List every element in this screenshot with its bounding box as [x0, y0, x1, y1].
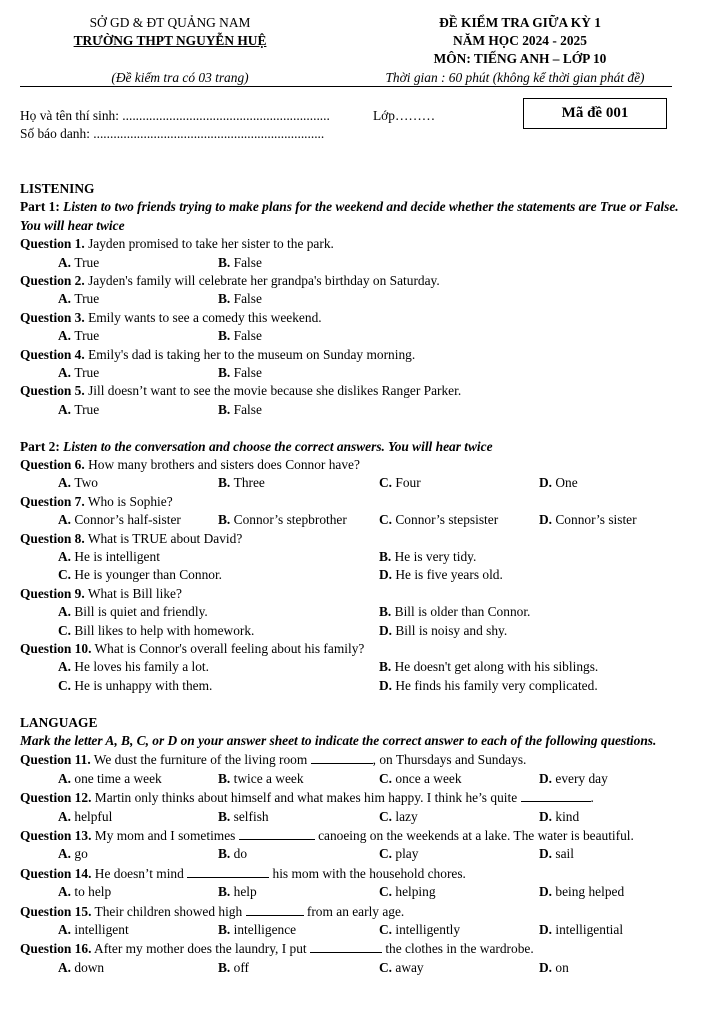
option-b[interactable]: B. He doesn't get along with his siblings. — [379, 659, 599, 675]
section-title-language: LANGUAGE — [20, 714, 98, 730]
options — [20, 808, 702, 826]
option-d[interactable]: D. One — [539, 475, 578, 491]
header-right — [345, 14, 695, 68]
option-d[interactable]: D. being helped — [539, 884, 625, 900]
option-b[interactable]: B. False — [218, 365, 262, 380]
pages-note: (Đề kiểm tra có 03 trang) — [111, 70, 249, 85]
option-d[interactable]: D. He is five years old. — [379, 567, 503, 583]
options — [20, 677, 702, 695]
option-a[interactable]: A. go — [58, 846, 88, 862]
option-d[interactable]: D. Bill is noisy and shy. — [379, 622, 508, 638]
option-b[interactable]: B. Connor’s stepbrother — [218, 512, 347, 528]
student-id-field[interactable]: Số báo danh: ..................................................................... — [20, 126, 325, 141]
options — [20, 845, 702, 863]
answer-blank — [310, 939, 382, 953]
options — [20, 622, 702, 640]
answer-blank — [311, 750, 373, 764]
option-d[interactable]: D. sail — [539, 846, 574, 862]
option-a[interactable]: A. helpful — [58, 808, 113, 824]
answer-blank — [246, 902, 304, 916]
option-c[interactable]: C. He is younger than Connor. — [58, 567, 223, 583]
question: Question 5. Jill doesn’t want to see the movie because she dislikes Ranger Parker. — [20, 383, 462, 399]
option-a[interactable]: A. to help — [58, 884, 112, 900]
option-c[interactable]: C. Connor’s stepsister — [379, 512, 499, 528]
answer-blank — [239, 826, 315, 840]
option-c[interactable]: C. Four — [379, 475, 421, 491]
options — [20, 548, 702, 566]
question: Question 9. What is Bill like? — [20, 585, 182, 601]
options — [20, 290, 702, 308]
option-b[interactable]: B. do — [218, 846, 248, 862]
options — [20, 511, 702, 529]
options — [20, 327, 702, 345]
school-year: NĂM HỌC 2024 - 2025 — [453, 33, 587, 48]
question: Question 14. He doesn’t mind his mom with the household chores. — [20, 865, 466, 881]
student-name-field[interactable]: Họ và tên thí sinh: .............................................................. — [20, 108, 330, 123]
option-b[interactable]: B. False — [218, 401, 262, 417]
option-a[interactable]: A. He is intelligent — [58, 548, 160, 564]
option-a[interactable]: A. Two — [58, 475, 98, 491]
part1-instruction: Part 1: Listen to two friends trying to make plans for the weekend and decide whether the statements are True or False. You will hear twice — [20, 199, 679, 233]
option-b[interactable]: B. help — [218, 884, 257, 900]
exam-code-box: Mã đề 001 — [523, 98, 667, 129]
question: Question 8. What is TRUE about David? — [20, 530, 243, 546]
options — [20, 254, 702, 272]
department-name: SỞ GD & ĐT QUẢNG NAM — [89, 15, 251, 30]
options — [20, 364, 702, 382]
header-divider — [20, 86, 672, 87]
school-name: TRƯỜNG THPT NGUYỄN HUỆ — [73, 33, 267, 48]
option-d[interactable]: D. Connor’s sister — [539, 512, 637, 528]
option-b[interactable]: B. False — [218, 254, 262, 270]
section-title-listening: LISTENING — [20, 181, 95, 196]
options — [20, 401, 702, 419]
part2-instruction: Part 2: Listen to the conversation and choose the correct answers. You will hear twice — [20, 438, 493, 454]
option-a[interactable]: A. intelligent — [58, 921, 129, 937]
options — [20, 959, 702, 977]
option-a[interactable]: A. True — [58, 254, 100, 270]
option-d[interactable]: D. He finds his family very complicated. — [379, 677, 598, 693]
exam-title: ĐỀ KIỂM TRA GIỮA KỲ 1 — [439, 15, 601, 30]
option-b[interactable]: B. intelligence — [218, 921, 297, 937]
options — [20, 921, 702, 939]
question: Question 16. After my mother does the laundry, I put the clothes in the wardrobe. — [20, 941, 534, 957]
option-b[interactable]: B. Bill is older than Connor. — [379, 604, 531, 620]
option-a[interactable]: A. True — [58, 401, 100, 417]
option-a[interactable]: A. True — [58, 291, 100, 307]
options — [20, 603, 702, 621]
option-c[interactable]: C. away — [379, 959, 424, 975]
option-c[interactable]: C. lazy — [379, 808, 418, 824]
option-d[interactable]: D. intelligential — [539, 921, 624, 937]
option-a[interactable]: A. He loves his family a lot. — [58, 659, 210, 675]
option-b[interactable]: B. off — [218, 959, 250, 975]
question: Question 15. Their children showed high from an early age. — [20, 903, 405, 919]
option-b[interactable]: B. He is very tidy. — [379, 548, 477, 564]
option-b[interactable]: B. twice a week — [218, 770, 304, 786]
option-b[interactable]: B. selfish — [218, 808, 269, 824]
time-note: Thời gian : 60 phút (không kể thời gian phát đề) — [385, 70, 645, 85]
question: Question 6. How many brothers and sisters does Connor have? — [20, 456, 360, 472]
option-c[interactable]: C. once a week — [379, 770, 462, 786]
option-c[interactable]: C. play — [379, 846, 419, 862]
question: Question 13. My mom and I sometimes canoeing on the weekends at a lake. The water is beautiful. — [20, 827, 634, 843]
option-c[interactable]: C. He is unhappy with them. — [58, 677, 213, 693]
option-d[interactable]: D. kind — [539, 808, 580, 824]
exam-content — [20, 180, 702, 977]
question: Question 4. Emily's dad is taking her to the museum on Sunday morning. — [20, 346, 416, 362]
options — [20, 474, 702, 492]
question: Question 10. What is Connor's overall feeling about his family? — [20, 640, 365, 656]
student-info — [20, 107, 330, 143]
option-a[interactable]: A. True — [58, 365, 100, 380]
answer-blank — [187, 864, 269, 878]
answer-blank — [521, 788, 591, 802]
question: Question 2. Jayden's family will celebrate her grandpa's birthday on Saturday. — [20, 273, 440, 288]
options — [20, 658, 702, 676]
option-c[interactable]: C. intelligently — [379, 921, 461, 937]
option-a[interactable]: A. down — [58, 959, 105, 975]
option-a[interactable]: A. Bill is quiet and friendly. — [58, 604, 208, 620]
question: Question 1. Jayden promised to take her sister to the park. — [20, 236, 334, 252]
option-d[interactable]: D. every day — [539, 770, 608, 786]
question: Question 3. Emily wants to see a comedy this weekend. — [20, 309, 322, 325]
subject: MÔN: TIẾNG ANH – LỚP 10 — [433, 51, 607, 66]
class-field[interactable]: Lớp……… — [373, 108, 436, 123]
header-left — [20, 14, 320, 50]
question: Question 12. Martin only thinks about himself and what makes him happy. I think he’s quite . — [20, 790, 594, 806]
option-d[interactable]: D. on — [539, 959, 569, 975]
options — [20, 566, 702, 584]
options — [20, 883, 702, 901]
options — [20, 770, 702, 788]
option-c[interactable]: C. helping — [379, 884, 436, 900]
option-b[interactable]: B. False — [218, 328, 262, 344]
option-b[interactable]: B. False — [218, 291, 262, 307]
language-instruction: Mark the letter A, B, C, or D on your answer sheet to indicate the correct answer to each of the following questions. — [20, 732, 657, 748]
question: Question 11. We dust the furniture of the living room , on Thursdays and Sundays. — [20, 752, 527, 768]
question: Question 7. Who is Sophie? — [20, 493, 173, 509]
option-a[interactable]: A. Connor’s half-sister — [58, 512, 181, 528]
option-a[interactable]: A. True — [58, 328, 100, 344]
option-b[interactable]: B. Three — [218, 475, 265, 491]
option-c[interactable]: C. Bill likes to help with homework. — [58, 622, 255, 638]
option-a[interactable]: A. one time a week — [58, 770, 162, 786]
